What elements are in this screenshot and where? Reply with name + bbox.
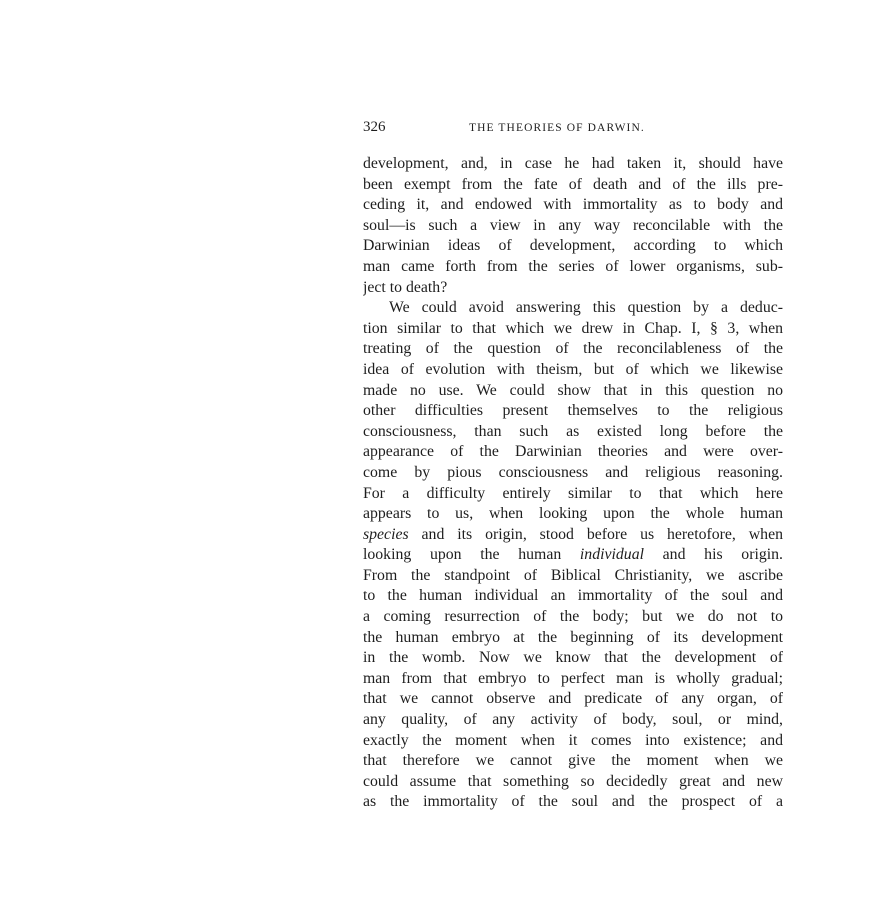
text-segment: could assume that something so decidedly great and new [363, 772, 783, 790]
text-segment: been exempt from the fate of death and of the ills pre- [363, 175, 783, 193]
text-line [363, 586, 783, 607]
text-segment: appears to us, when looking upon the whole human [363, 505, 783, 523]
text-segment: a coming resurrection of the body; but we do not to [363, 608, 783, 626]
text-line [363, 257, 783, 278]
text-segment: in the womb. Now we know that the development of [363, 649, 783, 667]
text-segment: We could avoid answering this question by a deduc- [389, 299, 783, 317]
text-segment: man came forth from the series of lower organisms, sub- [363, 257, 783, 275]
text-line [363, 566, 783, 587]
text-segment: that therefore we cannot give the moment when we [363, 752, 783, 770]
text-segment: ceding it, and endowed with immortality as to body and [363, 196, 783, 214]
book-page [363, 116, 783, 813]
text-line [363, 669, 783, 690]
text-line [363, 710, 783, 731]
text-line [363, 339, 783, 360]
text-line [363, 731, 783, 752]
text-segment: man from that embryo to perfect man is wholly gradual; [363, 669, 783, 687]
text-line [363, 545, 783, 566]
italic-text: individual [579, 546, 644, 564]
text-segment: soul—is such a view in any way reconcilable with the [363, 216, 783, 234]
italic-text: species [363, 525, 409, 543]
text-line [363, 216, 783, 237]
text-line [363, 628, 783, 649]
text-line [363, 175, 783, 196]
text-line [363, 442, 783, 463]
text-line [363, 484, 783, 505]
text-segment: and his origin. [643, 546, 783, 564]
text-segment: made no use. We could show that in this question no [363, 381, 783, 399]
running-title: THE THEORIES OF DARWIN. [469, 122, 645, 134]
text-line [363, 278, 783, 299]
text-line [363, 463, 783, 484]
text-line [363, 772, 783, 793]
text-segment: tion similar to that which we drew in Chap. I, § 3, when [363, 319, 783, 337]
text-segment: Darwinian ideas of development, according to which [363, 237, 783, 255]
text-line [363, 236, 783, 257]
page-number: 326 [363, 119, 386, 135]
text-line [363, 648, 783, 669]
text-line [363, 298, 783, 319]
text-segment: exactly the moment when it comes into existence; and [363, 731, 783, 749]
text-segment: looking upon the human [363, 546, 580, 564]
text-segment: consciousness, than such as existed long before the [363, 422, 783, 440]
text-segment: appearance of the Darwinian theories and were over- [363, 443, 783, 461]
text-segment: as the immortality of the soul and the prospect of a [363, 793, 783, 811]
text-line [363, 422, 783, 443]
text-segment: to the human individual an immortality of the soul and [363, 587, 783, 605]
text-segment: other difficulties present themselves to the religious [363, 402, 783, 420]
text-line [363, 360, 783, 381]
text-segment: any quality, of any activity of body, soul, or mind, [363, 711, 783, 729]
body-text [363, 154, 783, 813]
text-segment: development, and, in case he had taken it, should have [363, 155, 783, 172]
text-segment: treating of the question of the reconcilableness of the [363, 340, 783, 358]
text-line [363, 319, 783, 340]
text-line [363, 751, 783, 772]
text-segment: idea of evolution with theism, but of which we likewise [363, 360, 783, 378]
text-line [363, 195, 783, 216]
text-line [363, 525, 783, 546]
text-line [363, 607, 783, 628]
text-line [363, 154, 783, 175]
text-segment: From the standpoint of Biblical Christianity, we ascribe [363, 566, 783, 584]
text-line [363, 689, 783, 710]
text-segment: For a difficulty entirely similar to that which here [363, 484, 783, 502]
running-header [363, 116, 783, 140]
text-line [363, 792, 783, 813]
text-line [363, 504, 783, 525]
text-segment: ject to death? [363, 278, 448, 296]
text-line [363, 381, 783, 402]
text-segment: the human embryo at the beginning of its development [363, 628, 783, 646]
text-line [363, 401, 783, 422]
text-segment: and its origin, stood before us heretofore, when [408, 525, 783, 543]
text-segment: come by pious consciousness and religious reasoning. [363, 463, 783, 481]
text-segment: that we cannot observe and predicate of any organ, of [363, 690, 783, 708]
